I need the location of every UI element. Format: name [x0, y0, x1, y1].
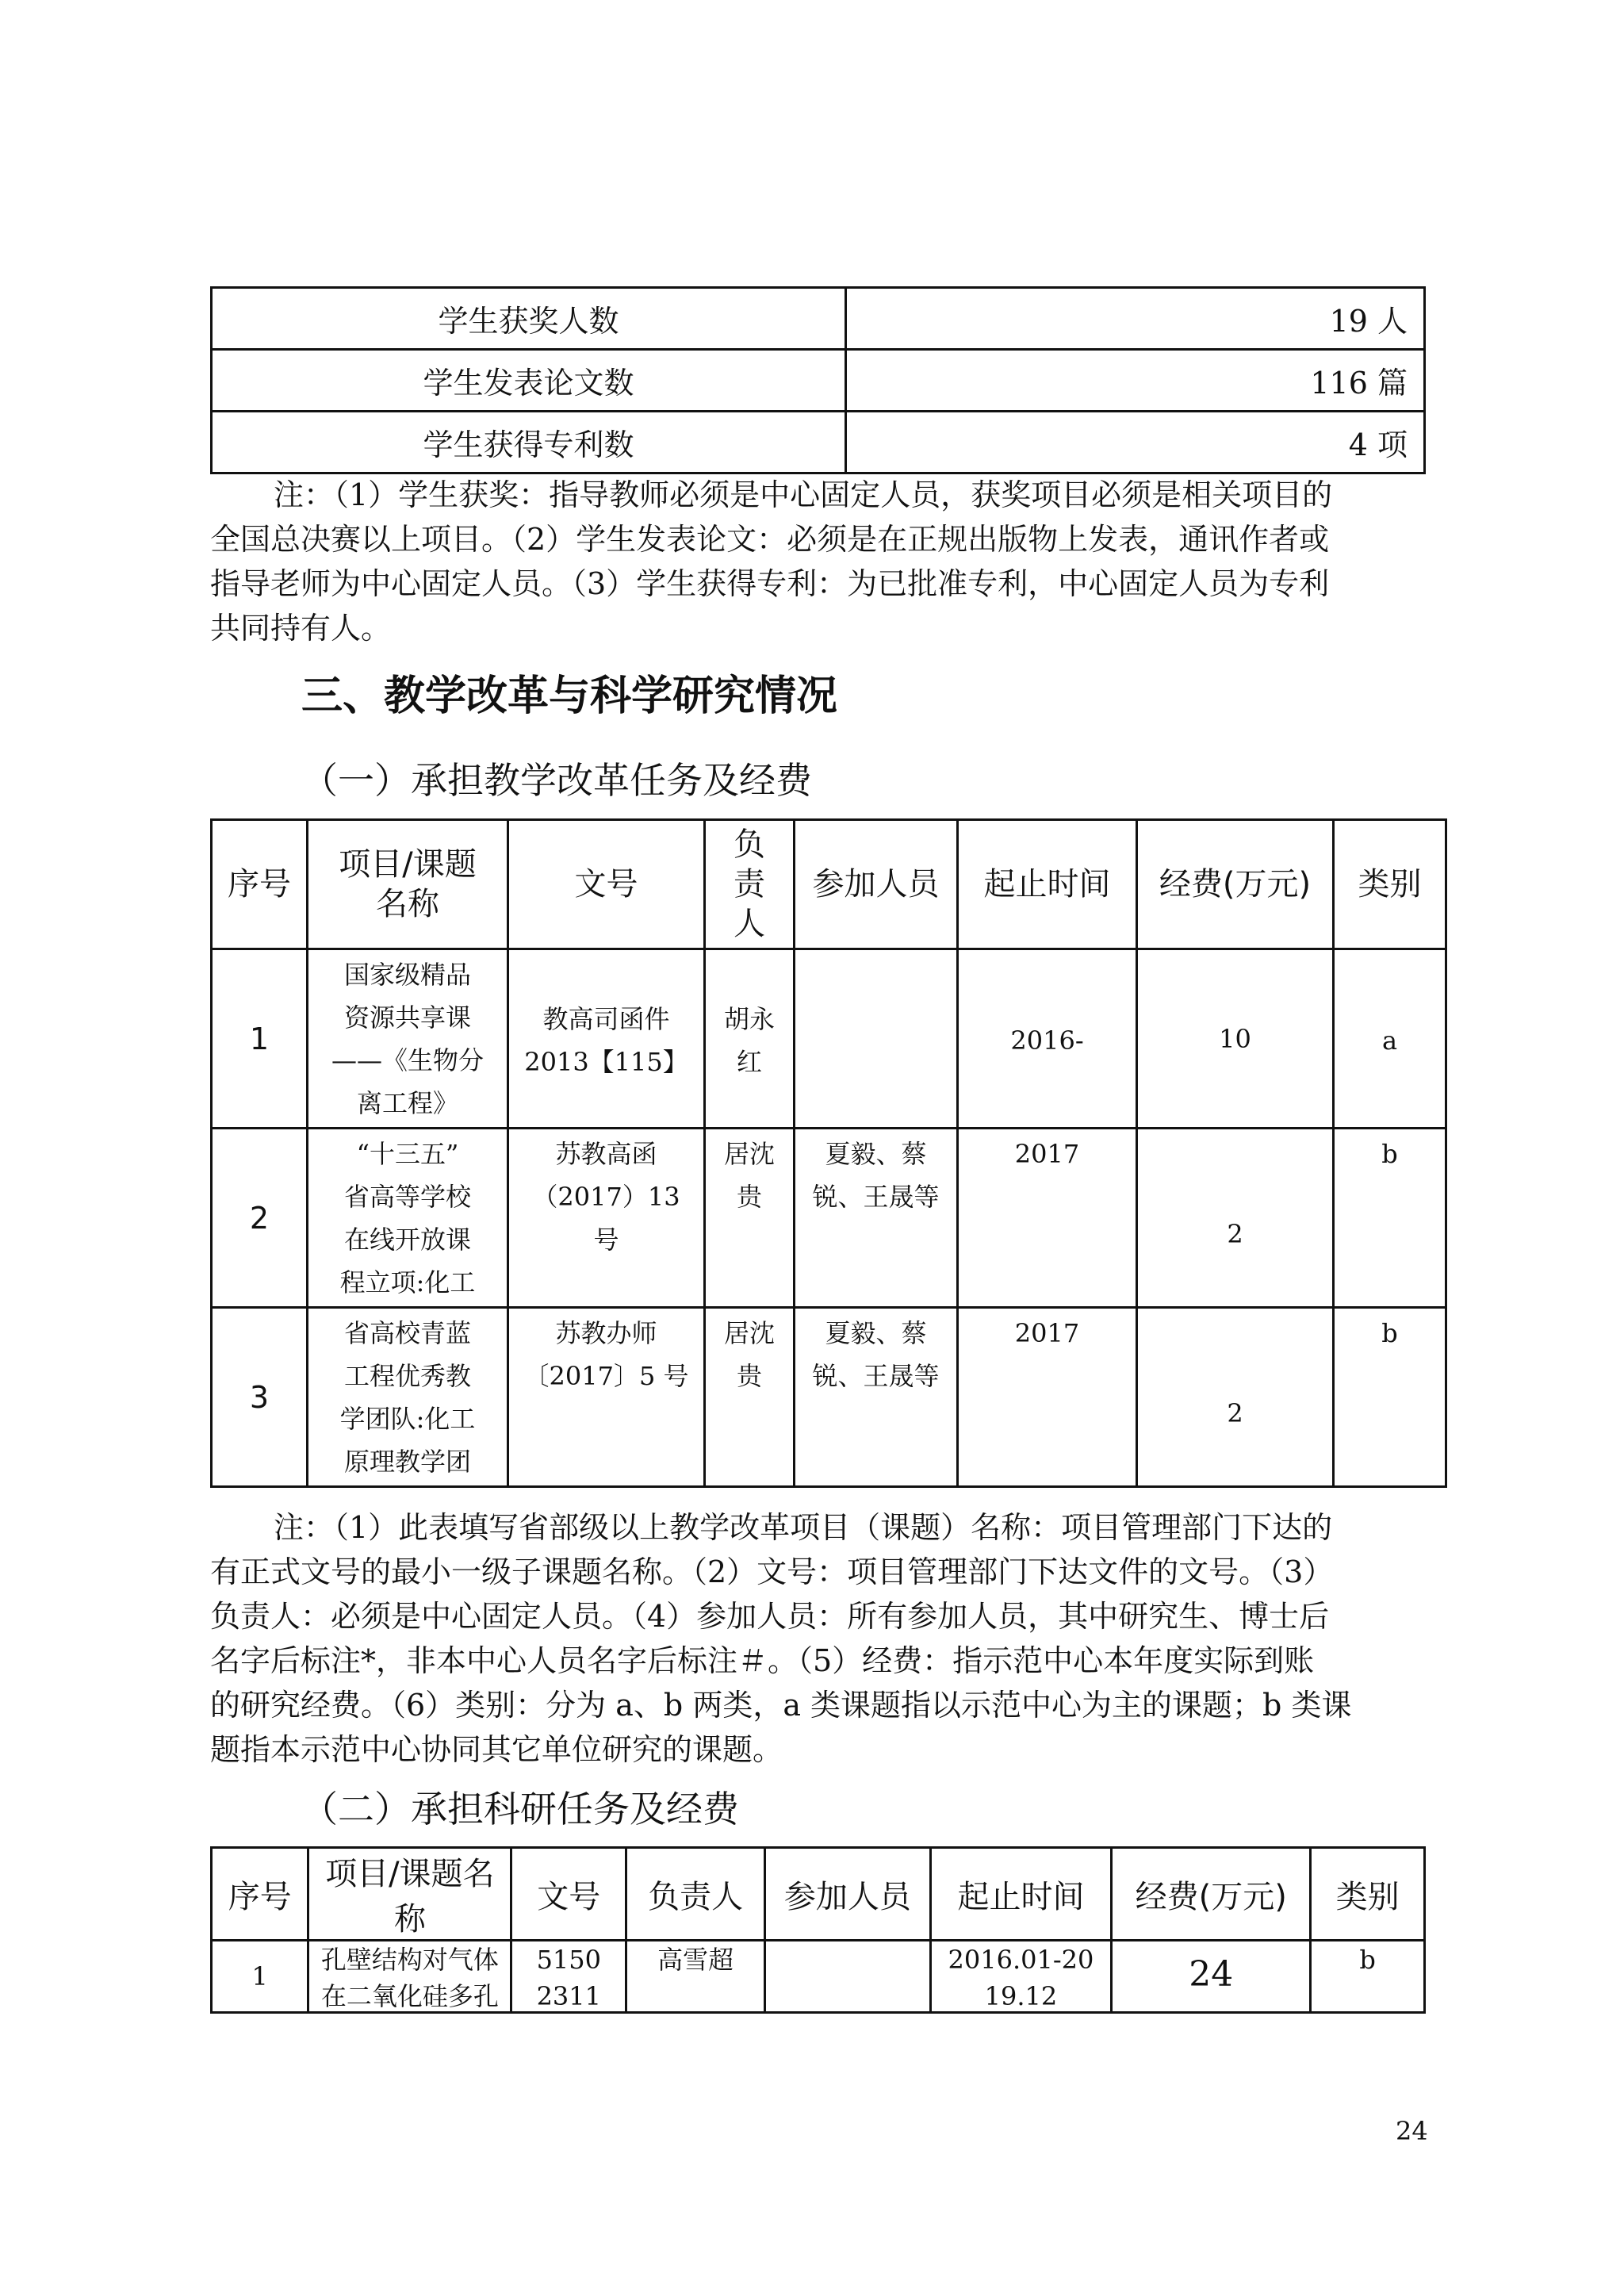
cell-line: 苏教办师 [555, 1318, 657, 1348]
cell-participants [765, 1941, 930, 2013]
cell-funding [1137, 1308, 1334, 1487]
page-number: 24 [1396, 2116, 1428, 2146]
table-row [212, 1129, 1446, 1308]
col-header-participants: 参加人员 [765, 1848, 930, 1941]
cell-seq: 1 [212, 949, 308, 1129]
cell-doc [508, 949, 705, 1129]
col-header-funding: 经费(万元) [1137, 820, 1334, 949]
cell-line: 国家级精品 [343, 959, 471, 990]
col-header-participants: 参加人员 [795, 820, 958, 949]
cell-line: 居沈 [723, 1139, 775, 1169]
note-line: 注：（1）学生获奖：指导教师必须是中心固定人员，获奖项目必须是相关项目的 [274, 477, 1333, 512]
col-header-lead: 负责人 [626, 1848, 765, 1941]
table-row [212, 1941, 1425, 2013]
note-line: 题指本示范中心协同其它单位研究的课题。 [210, 1732, 783, 1767]
cell-line: 学团队:化工 [339, 1403, 476, 1434]
cell-line: 红 [736, 1046, 762, 1077]
cell-line: 胡永 [723, 1003, 775, 1034]
row-value: 4 项 [846, 412, 1425, 473]
cell-category: b [1334, 1129, 1446, 1308]
cell-line: 〔2017〕5 号 [523, 1361, 689, 1391]
col-header-category: 类别 [1311, 1848, 1425, 1941]
note-line: 全国总决赛以上项目。（2）学生发表论文：必须是在正规出版物上发表，通讯作者或 [210, 522, 1330, 557]
cell-line: 在线开放课 [343, 1224, 471, 1255]
row-label: 学生发表论文数 [212, 350, 846, 412]
cell-line: 贵 [736, 1361, 762, 1391]
cell-period: 2016- [958, 949, 1137, 1129]
teaching-reform-table [210, 818, 1447, 1488]
table-header-row [212, 820, 1446, 949]
table-row [212, 949, 1446, 1129]
cell-name [308, 1129, 508, 1308]
col-header-name: 项目/课题名称 [308, 1848, 511, 1941]
cell-line: 2013【115】 [524, 1046, 688, 1077]
cell-lead [705, 1129, 795, 1308]
col-header-doc: 文号 [508, 820, 705, 949]
student-achievement-table [210, 286, 1426, 474]
cell-line: ——《生物分 [331, 1045, 484, 1075]
note-line: 负责人：必须是中心固定人员。（4）参加人员：所有参加人员，其中研究生、博士后 [210, 1599, 1330, 1634]
cell-line: 居沈 [723, 1318, 775, 1348]
cell-seq: 3 [212, 1308, 308, 1487]
cell-participants [795, 1129, 958, 1308]
cell-line: 省高等学校 [343, 1181, 471, 1212]
col-header-doc: 文号 [511, 1848, 626, 1941]
cell-category: a [1334, 949, 1446, 1129]
cell-line: 夏毅、蔡 [825, 1318, 927, 1348]
cell-line: 锐、王晟等 [812, 1361, 940, 1391]
cell-participants [795, 1308, 958, 1487]
cell-lead [705, 1308, 795, 1487]
cell-doc [508, 1308, 705, 1487]
section-heading: 三、教学改革与科学研究情况 [301, 673, 838, 720]
cell-line: 资源共享课 [343, 1002, 471, 1033]
cell-period: 2017 [958, 1129, 1137, 1308]
cell-lead: 高雪超 [626, 1941, 765, 2013]
cell-line: 夏毅、蔡 [825, 1139, 927, 1169]
cell-line: 号 [593, 1225, 619, 1255]
cell-line: 原理教学团 [343, 1446, 471, 1477]
note-line: 共同持有人。 [210, 611, 392, 646]
cell-period: 2017 [958, 1308, 1137, 1487]
cell-funding: 10 [1137, 949, 1334, 1129]
row-label: 学生获得专利数 [212, 412, 846, 473]
cell-seq: 1 [212, 1941, 308, 2013]
header-line: 责 [733, 866, 765, 903]
table-header-row [212, 1848, 1425, 1941]
note-line: 有正式文号的最小一级子课题名称。（2）文号：项目管理部门下达文件的文号。（3） [210, 1554, 1334, 1589]
cell-lead [705, 949, 795, 1129]
cell-line: 5150 [536, 1945, 601, 1975]
cell-funding [1112, 1941, 1311, 2013]
col-header-lead [705, 820, 795, 949]
row-value: 116 篇 [846, 350, 1425, 412]
table-row [212, 412, 1425, 473]
cell-doc [508, 1129, 705, 1308]
col-header-period: 起止时间 [958, 820, 1137, 949]
cell-participants [795, 949, 958, 1129]
cell-line: 苏教高函 [555, 1139, 657, 1169]
table-row [212, 350, 1425, 412]
row-value: 19 人 [846, 288, 1425, 350]
cell-category: b [1311, 1941, 1425, 2013]
cell-name [308, 1308, 508, 1487]
table-row [212, 288, 1425, 350]
cell-line: 程立项:化工 [339, 1267, 476, 1297]
subsection-heading-teaching-reform: （一）承担教学改革任务及经费 [301, 759, 812, 802]
cell-line: 在二氧化硅多孔 [320, 1981, 499, 2008]
cell-line: 2016.01-20 [948, 1945, 1094, 1975]
cell-doc [511, 1941, 626, 2013]
cell-line: 2311 [536, 1981, 601, 2008]
cell-seq: 2 [212, 1129, 308, 1308]
funding-value: 2 [1227, 1397, 1243, 1428]
note-line: 指导老师为中心固定人员。（3）学生获得专利：为已批准专利，中心固定人员为专利 [210, 566, 1330, 601]
funding-value: 2 [1227, 1218, 1243, 1249]
funding-value: 24 [1189, 1954, 1234, 1995]
header-line: 人 [733, 906, 765, 942]
cell-category: b [1334, 1308, 1446, 1487]
research-table [210, 1846, 1426, 2014]
row-label: 学生获奖人数 [212, 288, 846, 350]
note-teaching-reform [210, 1505, 1426, 1772]
col-header-seq: 序号 [212, 1848, 308, 1941]
cell-name [308, 1941, 511, 2013]
cell-line: （2017）13 [532, 1182, 680, 1212]
cell-line: 孔壁结构对气体 [320, 1945, 499, 1975]
cell-line: 工程优秀教 [343, 1360, 471, 1391]
header-line: 负 [733, 826, 765, 863]
note-line: 注：（1）此表填写省部级以上教学改革项目（课题）名称：项目管理部门下达的 [274, 1510, 1333, 1545]
cell-line: 锐、王晟等 [812, 1182, 940, 1212]
col-header-period: 起止时间 [930, 1848, 1112, 1941]
header-line: 名称 [376, 886, 439, 922]
cell-line: 省高校青蓝 [343, 1317, 471, 1348]
cell-line: 离工程》 [356, 1087, 458, 1118]
cell-line: 教高司函件 [542, 1003, 670, 1034]
cell-period [930, 1941, 1112, 2013]
cell-funding [1137, 1129, 1334, 1308]
cell-line: “十三五” [356, 1138, 459, 1169]
note-line: 的研究经费。（6）类别：分为 a、b 两类，a 类课题指以示范中心为主的课题；b 类课 [210, 1688, 1352, 1723]
col-header-funding: 经费(万元) [1112, 1848, 1311, 1941]
subsection-heading-research: （二）承担科研任务及经费 [301, 1788, 739, 1830]
note-line: 名字后标注*，非本中心人员名字后标注＃。（5）经费：指示范中心本年度实际到账 [210, 1643, 1315, 1678]
cell-line: 贵 [736, 1182, 762, 1212]
col-header-seq: 序号 [212, 820, 308, 949]
header-line: 项目/课题 [339, 846, 477, 883]
cell-name [308, 949, 508, 1129]
table-row [212, 1308, 1446, 1487]
col-header-name [308, 820, 508, 949]
cell-line: 19.12 [984, 1981, 1058, 2008]
col-header-category: 类别 [1334, 820, 1446, 949]
note-student-achievements [210, 473, 1426, 650]
